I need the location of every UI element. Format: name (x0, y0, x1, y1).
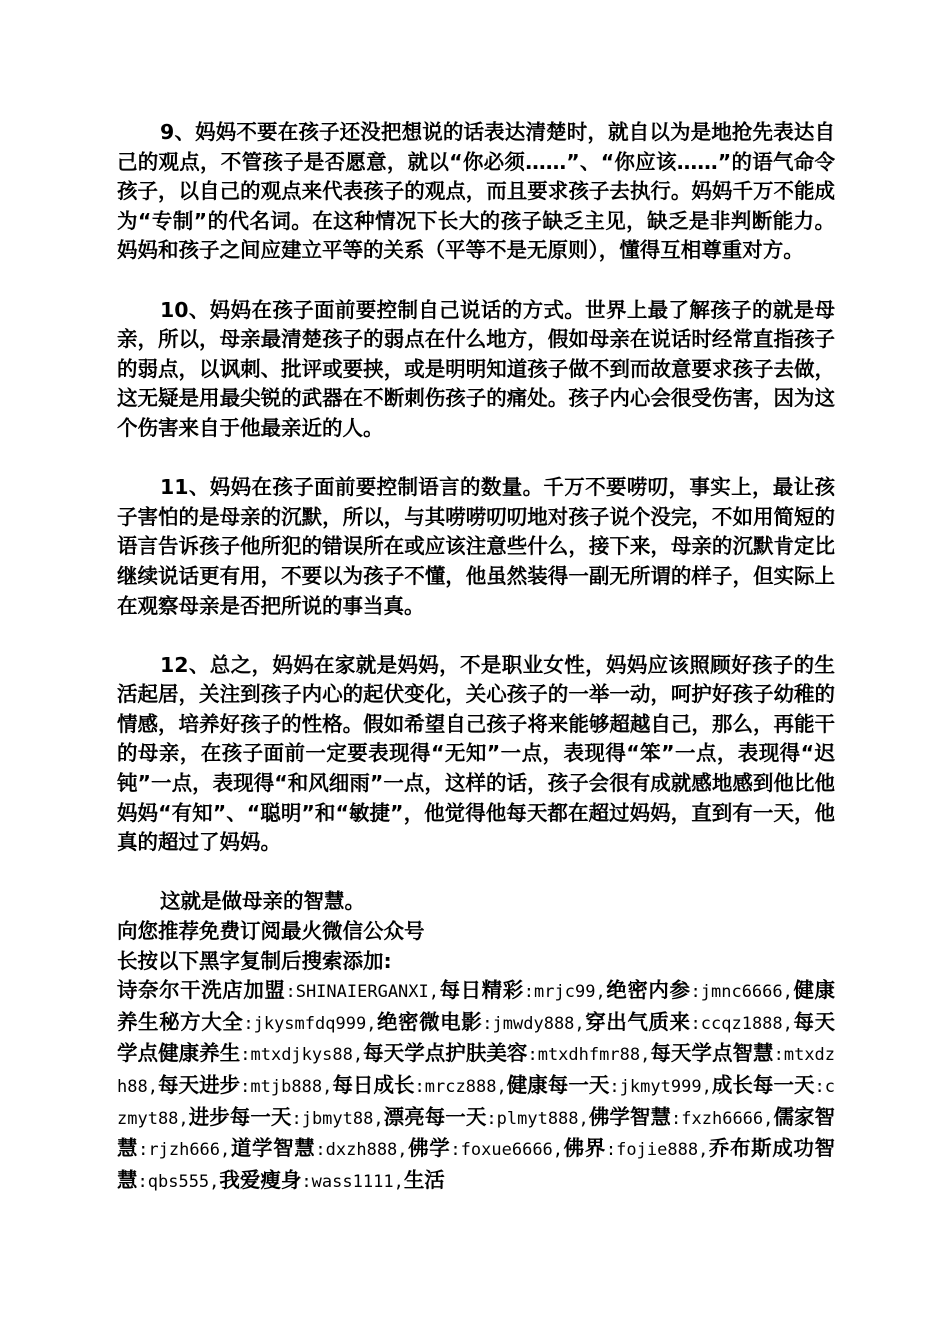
account-item: 我爱瘦身:wass1111, (219, 1167, 404, 1192)
document-page (117, 118, 835, 1197)
account-item: 乔布斯成功智慧:qbs555, (117, 1136, 836, 1192)
account-list (117, 976, 835, 1197)
conclusion-paragraph: 这就是做母亲的智慧。 (160, 889, 366, 914)
account-item: 绝密内参:jmnc6666, (605, 978, 793, 1003)
instruction-line: 长按以下黑字复制后搜索添加: (117, 948, 392, 973)
account-item: 每天学点护肤美容:mtxdhfmr88, (363, 1041, 651, 1066)
trailing-text: 生活 (403, 1167, 445, 1192)
account-item: 绝密微电影:jmwdy888, (376, 1009, 585, 1034)
recommend-line: 向您推荐免费订阅最火微信公众号 (117, 919, 425, 944)
account-item: 儒家智慧:rjzh666, (117, 1104, 836, 1161)
paragraph-12: 12、总之，妈妈在家就是妈妈，不是职业女性，妈妈应该照顾好孩子的生活起居，关注到孩子内心的起伏变化，关心孩子的一举一动，呵护好孩子幼稚的情感，培养好孩子的性格。假如希望自己孩子将来能够超越自己，那么，再能干的母亲，在孩子面前一定要表现得“无知”一点，表现得“笨”一点，表现得“迟钝”一点，表现得“和风细雨”一点，这样的话，孩子会很有成就感地感到他比他妈妈“有知”、“聪明”和“敏捷”，他觉得他每天都在超过妈妈，直到有一天，他真的超过了妈妈。 (117, 652, 835, 855)
account-item: 漂亮每一天:plmyt888, (383, 1104, 589, 1129)
paragraph-10: 10、妈妈在孩子面前要控制自己说话的方式。世界上最了解孩子的就是母亲，所以，母亲最清楚孩子的弱点在什么地方，假如母亲在说话时经常直指孩子的弱点，以讽刺、批评或要挟，或是明明知道孩子做不到而故意要求孩子去做，这无疑是用最尖锐的武器在不断刺伤孩子的痛处。孩子内心会很受伤害，因为这个伤害来自于他最亲近的人。 (117, 297, 835, 440)
account-item: 佛学:foxue6666, (407, 1136, 564, 1161)
account-item: 每天学点智慧:mtxdzh88, (117, 1041, 836, 1097)
account-item: 健康养生秘方大全:jkysmfdq999, (117, 978, 836, 1034)
account-item: 穿出气质来:ccqz1888, (584, 1009, 793, 1034)
paragraph-11: 11、妈妈在孩子面前要控制语言的数量。千万不要唠叨，事实上，最让孩子害怕的是母亲的沉默，所以，与其唠唠叨叨地对孩子说个没完，不如用简短的语言告诉孩子他所犯的错误所在或应该注意些什么，接下来，母亲的沉默肯定比继续说话更有用，不要以为孩子不懂，他虽然装得一副无所谓的样子，但实际上在观察母亲是否把所说的事当真。 (117, 475, 835, 618)
account-item: 健康每一天:jkmyt999, (506, 1073, 712, 1097)
account-item: 进步每一天:jbmyt88, (188, 1104, 384, 1129)
account-item: 每天进步:mtjb888, (157, 1073, 333, 1097)
account-item: 佛界:fojie888, (563, 1136, 709, 1161)
account-item: 诗奈尔干洗店加盟:SHINAIERGANXI, (117, 978, 440, 1003)
account-item: 佛学智慧:fxzh6666, (588, 1104, 774, 1129)
account-item: 成长每一天:czmyt88, (117, 1073, 836, 1129)
paragraph-9: 9、妈妈不要在孩子还没把想说的话表达清楚时，就自以为是地抢先表达自己的观点，不管孩子是否愿意，就以“你必须……”、“你应该……”的语气命令孩子，以自己的观点来代表孩子的观点，而且要求孩子去执行。妈妈千万不能成为“专制”的代名词。在这种情况下长大的孩子缺乏主见，缺乏是非判断能力。妈妈和孩子之间应建立平等的关系（平等不是无原则），懂得互相尊重对方。 (117, 120, 835, 263)
account-item: 道学智慧:dxzh888, (230, 1136, 408, 1161)
account-item: 每日成长:mrcz888, (332, 1073, 507, 1097)
account-item: 每日精彩:mrjc99, (439, 978, 606, 1003)
account-item: 每天学点健康养生:mtxdjkys88, (117, 1009, 836, 1066)
